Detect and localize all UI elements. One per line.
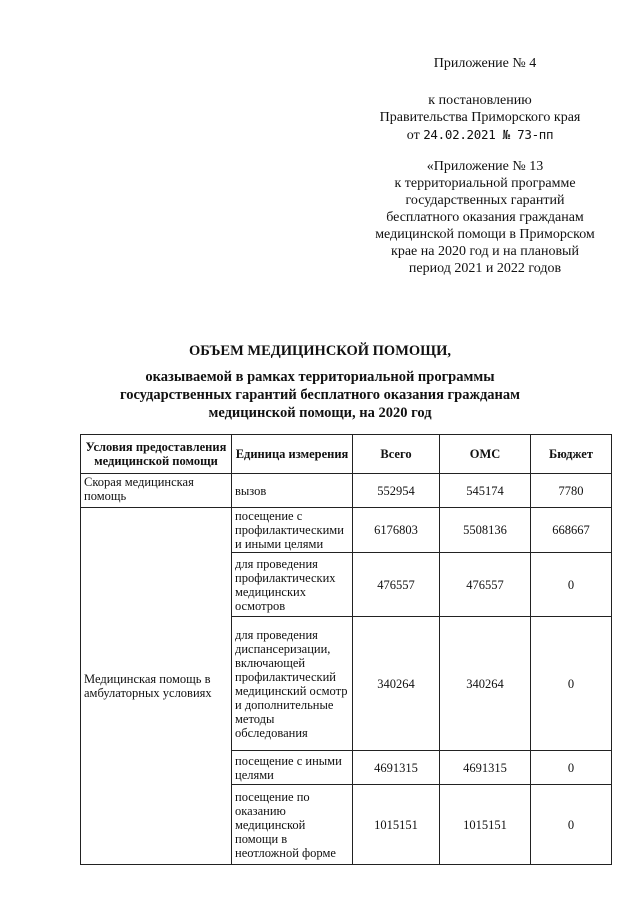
program-line: к территориальной программе bbox=[394, 176, 576, 191]
resolution-reference bbox=[360, 92, 600, 144]
header-unit: Единица измерения bbox=[232, 435, 353, 474]
table-row bbox=[81, 508, 612, 553]
cell-unit: посещение по оказанию медицинской помощи в неотложной форме bbox=[232, 785, 353, 865]
cell-budget: 668667 bbox=[531, 508, 612, 553]
cell-budget: 7780 bbox=[531, 474, 612, 508]
cell-unit: для проведения диспансеризации, включающей профилактический медицинский осмотр и дополнительные методы обследования bbox=[232, 617, 353, 751]
table-row bbox=[81, 474, 612, 508]
document-subtitle: оказываемой в рамках территориальной программы государственных гарантий бесплатного оказания гражданам медицинской помощи, на 2020 год bbox=[119, 369, 521, 421]
program-line: медицинской помощи в Приморском bbox=[375, 227, 595, 242]
resolution-line-1: к постановлению bbox=[428, 93, 532, 108]
cell-total: 340264 bbox=[353, 617, 440, 751]
program-line: крае на 2020 год и на плановый bbox=[391, 244, 579, 259]
cell-condition: Медицинская помощь в амбулаторных условиях bbox=[81, 508, 232, 865]
cell-budget: 0 bbox=[531, 617, 612, 751]
medical-volume-table bbox=[80, 434, 612, 865]
cell-budget: 0 bbox=[531, 553, 612, 617]
resolution-prefix: от bbox=[406, 128, 420, 143]
resolution-date: 24.02.2021 № 73-пп bbox=[423, 127, 554, 142]
cell-total: 4691315 bbox=[353, 751, 440, 785]
cell-unit: для проведения профилактических медицинских осмотров bbox=[232, 553, 353, 617]
document-title: ОБЪЕМ МЕДИЦИНСКОЙ ПОМОЩИ, bbox=[189, 343, 451, 359]
program-line: бесплатного оказания гражданам bbox=[386, 210, 584, 225]
cell-budget: 0 bbox=[531, 785, 612, 865]
header-budget: Бюджет bbox=[531, 435, 612, 474]
cell-oms: 5508136 bbox=[440, 508, 531, 553]
cell-total: 552954 bbox=[353, 474, 440, 508]
header-conditions: Условия предоставления медицинской помощи bbox=[81, 435, 232, 474]
cell-budget: 0 bbox=[531, 751, 612, 785]
cell-total: 6176803 bbox=[353, 508, 440, 553]
cell-total: 1015151 bbox=[353, 785, 440, 865]
program-line: период 2021 и 2022 годов bbox=[408, 261, 562, 276]
cell-unit: посещение с иными целями bbox=[232, 751, 353, 785]
cell-oms: 476557 bbox=[440, 553, 531, 617]
resolution-line-2: Правительства Приморского края bbox=[379, 110, 581, 125]
cell-oms: 1015151 bbox=[440, 785, 531, 865]
cell-oms: 545174 bbox=[440, 474, 531, 508]
program-appendix-reference bbox=[370, 158, 600, 277]
cell-total: 476557 bbox=[353, 553, 440, 617]
program-line: государственных гарантий bbox=[405, 193, 565, 208]
resolution-date-line bbox=[360, 126, 600, 144]
table-header-row bbox=[81, 435, 612, 474]
program-line: «Приложение № 13 bbox=[426, 159, 544, 174]
header-total: Всего bbox=[353, 435, 440, 474]
cell-oms: 4691315 bbox=[440, 751, 531, 785]
cell-unit: посещение с профилактическими и иными целями bbox=[232, 508, 353, 553]
appendix-number: Приложение № 4 bbox=[433, 56, 537, 71]
header-oms: ОМС bbox=[440, 435, 531, 474]
cell-unit: вызов bbox=[232, 474, 353, 508]
appendix-title bbox=[395, 55, 575, 72]
cell-condition: Скорая медицинская помощь bbox=[81, 474, 232, 508]
cell-oms: 340264 bbox=[440, 617, 531, 751]
